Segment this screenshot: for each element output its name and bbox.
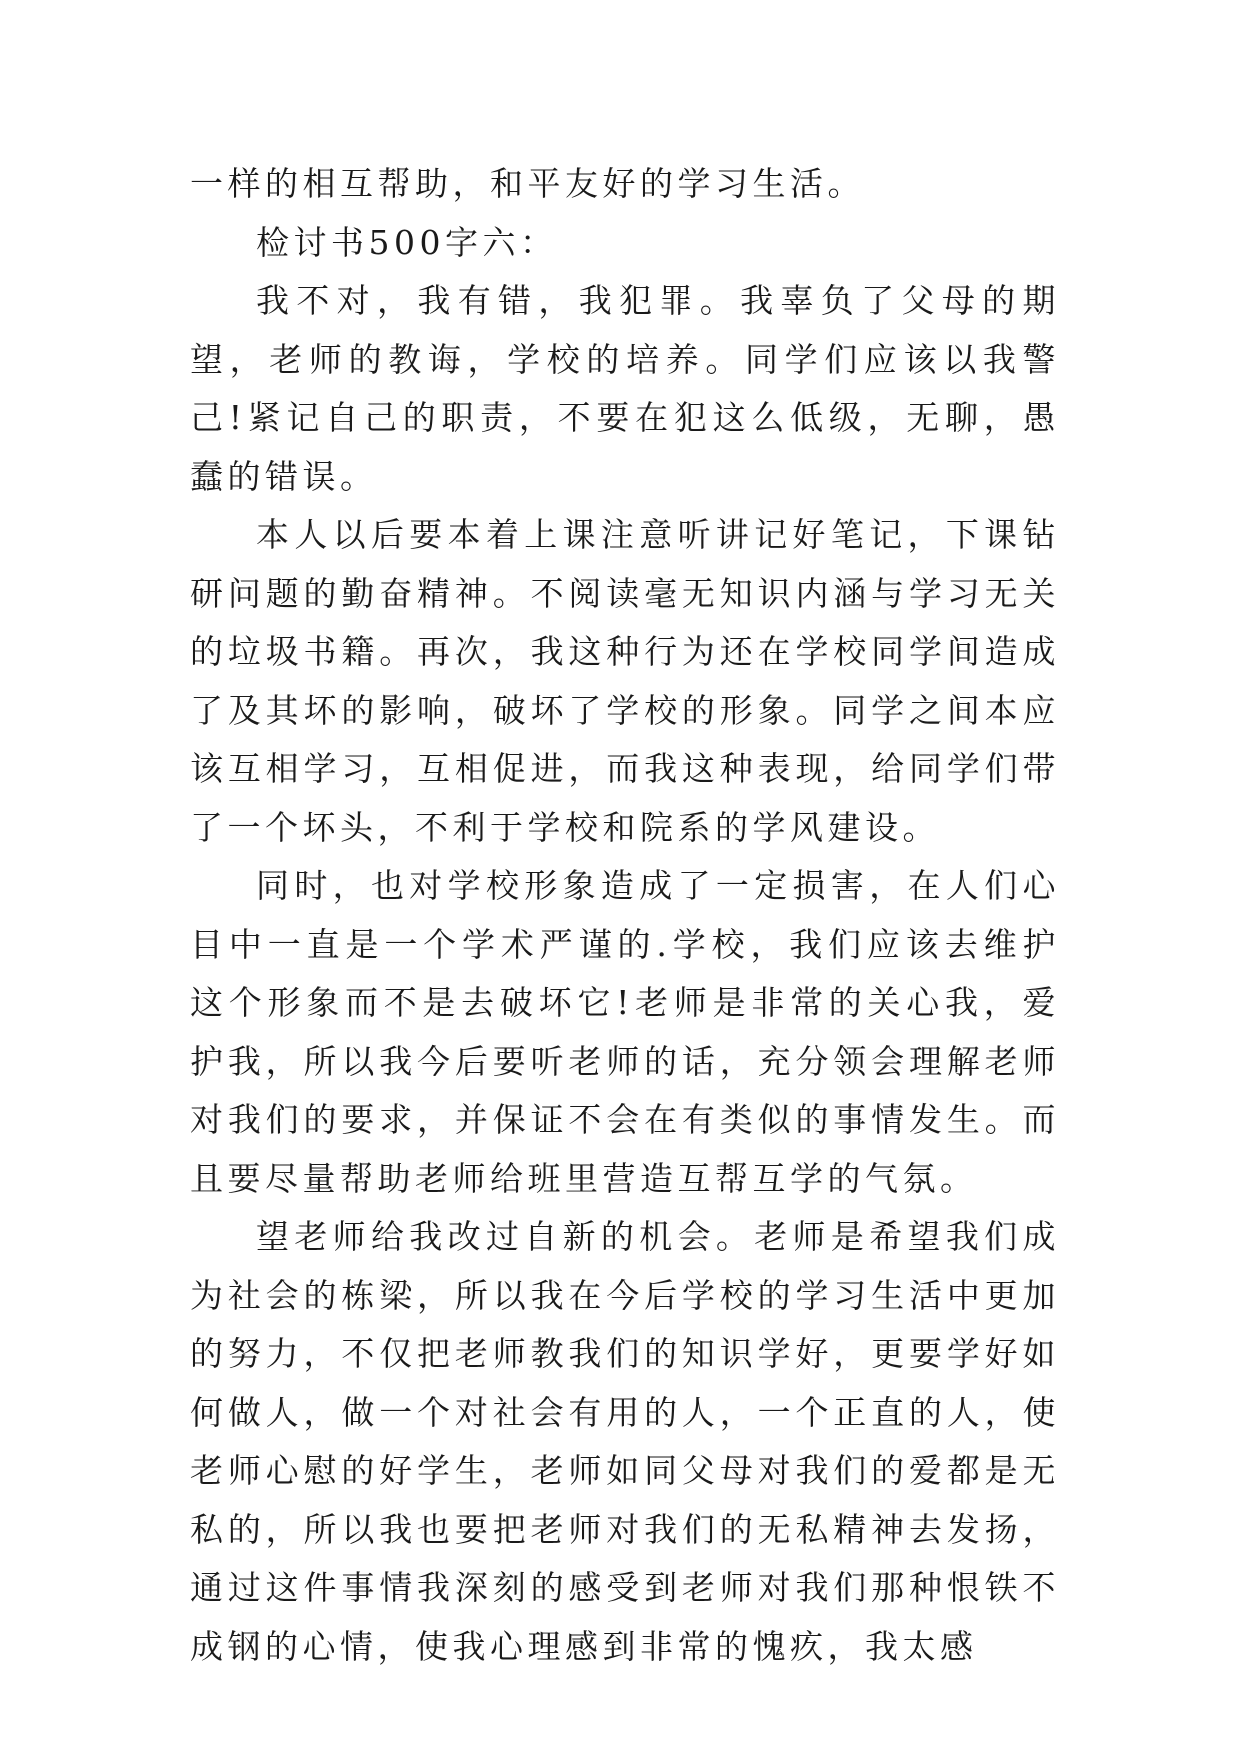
paragraph: 望老师给我改过自新的机会。老师是希望我们成为社会的栋梁，所以我在今后学校的学习生活中更加的努力，不仅把老师教我们的知识学好，更要学好如何做人，做一个对社会有用的人，一个正直的人，使老师心慰的好学生，老师如同父母对我们的爱都是无私的，所以我也要把老师对我们的无私精神去发扬，通过这件事情我深刻的感受到老师对我们那种恨铁不成钢的心情，使我心理感到非常的愧疚，我太感 (190, 1217, 1060, 1666)
paragraph-continuation: 一样的相互帮助，和平友好的学习生活。 (190, 164, 865, 203)
section-heading: 检讨书500字六： (256, 222, 558, 262)
paragraph: 本人以后要本着上课注意听讲记好笔记，下课钻研问题的勤奋精神。不阅读毫无知识内涵与学习无关的垃圾书籍。再次，我这种行为还在学校同学间造成了及其坏的影响，破坏了学校的形象。同学之间本应该互相学习，互相促进，而我这种表现，给同学们带了一个坏头，不利于学校和院系的学风建设。 (190, 515, 1060, 847)
paragraph: 同时，也对学校形象造成了一定损害，在人们心目中一直是一个学术严谨的.学校，我们应该去维护这个形象而不是去破坏它!老师是非常的关心我，爱护我，所以我今后要听老师的话，充分领会理解老师对我们的要求，并保证不会在有类似的事情发生。而且要尽量帮助老师给班里营造互帮互学的气氛。 (190, 866, 1060, 1198)
document-body (190, 155, 1060, 1676)
paragraph: 我不对，我有错，我犯罪。我辜负了父母的期望，老师的教诲，学校的培养。同学们应该以我警己!紧记自己的职责，不要在犯这么低级，无聊，愚蠢的错误。 (190, 281, 1060, 496)
